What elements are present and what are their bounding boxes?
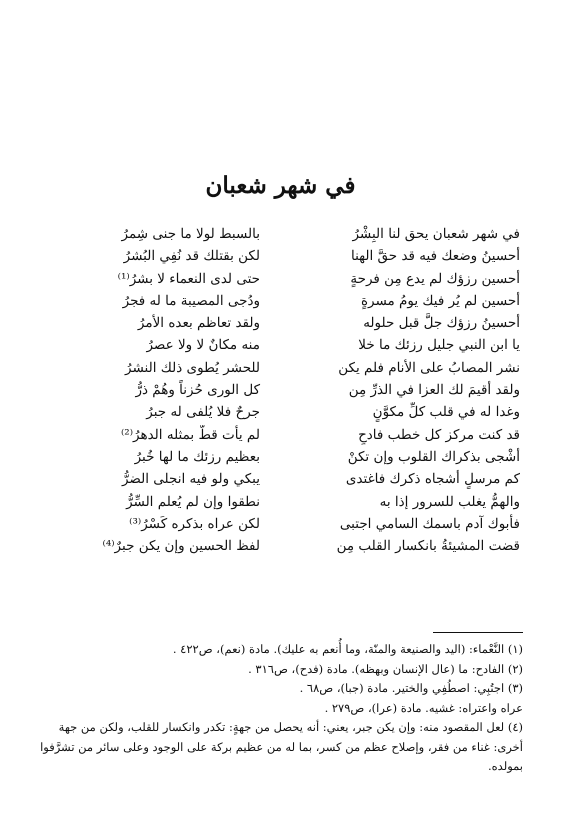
verse-first-hemistich: أشْجى بذكراك القلوب وإن تكنْ [347, 448, 520, 465]
verse-first-hemistich: يا ابن النبي جليل رزئك ما خلا [358, 337, 520, 354]
verse-second-hemistich: لكن بقتلك قد نُفِي البُشرُ [123, 248, 260, 265]
verse-second-hemistich: لفظ الحسين وإن يكن جبرٌ⁽⁴⁾ [102, 538, 260, 555]
verse-first-hemistich: أحسين لم يُر فيك يومُ مسرةٍ [360, 292, 520, 309]
verse-first-hemistich: أحسينُ رزؤك جلَّ قبل حلوله [363, 315, 520, 332]
footnote-divider [433, 632, 523, 633]
verse-first-hemistich: نشر المصابُ على الأنام فلم يكن [338, 359, 520, 376]
verse-first-hemistich: والهمُّ يغلب للسرور إذا به [379, 493, 520, 510]
verse [44, 536, 520, 556]
verse-first-hemistich: فأبوك آدم باسمك السامي اجتبى [339, 515, 520, 532]
verse [44, 335, 520, 355]
verse-first-hemistich: في شهر شعبان يحق لنا البِشْرُ [352, 226, 520, 242]
verse-second-hemistich: ولقد تعاظم بعده الأمرُ [137, 315, 260, 332]
footnotes [37, 640, 523, 777]
verse [44, 514, 520, 534]
verse-second-hemistich: ودُجى المصيبة ما له فجرُ [122, 292, 260, 309]
verse [44, 246, 520, 266]
verse-second-hemistich: حتى لدى النعماء لا بشرُ⁽¹⁾ [117, 270, 260, 287]
verse-second-hemistich: منه مكانٌ لا ولا عصرُ [146, 337, 260, 354]
verse [44, 469, 520, 489]
poem [44, 224, 520, 614]
verse-second-hemistich: نطقوا وإن لم يُعلم السِّرُّ [126, 493, 260, 510]
verse-first-hemistich: قد كنت مركز كل خطب فادحٍ [358, 426, 520, 443]
verse [44, 425, 520, 445]
verse [44, 380, 520, 400]
footnote: (٤) لعل المقصود منه: وإن يكن جبر، يعني: أنه يحصل من جهةٍ: تكدر وانكسار للقلب، ولكن من جهة أخرى: غناء من فقر، وإصلاح عظم من كسر، بما له من عظيم بركة على الوجود وعلى سائر من تشرَّفوا بمولده. [40, 720, 523, 773]
footnote: (١) النَّعْماء: (اليد والصنيعة والمنّة، وما أُنعم به عليك). مادة (نعم)، ص٤٢٢ . [172, 642, 523, 656]
verse-second-hemistich: لكن عراه بذكره كَسْرُ⁽³⁾ [129, 515, 260, 532]
verse-second-hemistich: جرحٌ فلا يُلفى له جبرُ [146, 404, 260, 421]
verse [44, 313, 520, 333]
verse-second-hemistich: للحشر يُطوى ذلك النشرُ [125, 359, 260, 376]
verse-first-hemistich: أحسينُ وضعك فيه قد حقَّ الهنا [350, 248, 520, 265]
verse-second-hemistich: يبكي ولو فيه انجلى الضرُّ [121, 471, 260, 488]
verse [44, 402, 520, 422]
page-title: في شهر شعبان [205, 172, 356, 199]
verse-first-hemistich: كم مرسلٍ أشجاه ذكرك فاغتدى [345, 471, 520, 488]
verse-second-hemistich: لم يأت قطُّ بمثله الدهرُ⁽²⁾ [120, 426, 260, 443]
footnote: (٣) اجتُبِي: اصطُفِي والختير. مادة (جبا)، ص٦٨ . [299, 681, 523, 695]
verse-second-hemistich: كل الورى حُزناً وهُمْ ذرُّ [135, 382, 260, 399]
verse-second-hemistich: بعظيم رزئك ما لها خُبرُ [134, 448, 260, 465]
footnote: عراه واعتراه: غشيه. مادة (عرا)، ص٢٧٩ . [324, 700, 523, 715]
verse [44, 358, 520, 378]
verse [44, 492, 520, 512]
verse-first-hemistich: قضت المشيئةُ بانكسار القلب مِن [336, 538, 520, 555]
verse-second-hemistich: بالسبط لولا ما جنى شِمرُ [121, 226, 260, 242]
verse [44, 447, 520, 467]
verse [44, 291, 520, 311]
verse-first-hemistich: وغدا له في قلب كلِّ مكوَّنٍ [372, 404, 520, 421]
verse [44, 269, 520, 289]
verse-first-hemistich: ولقد أقيمَ لك العزا في الذرِّ مِن [348, 382, 520, 399]
footnote: (٢) الفادح: ما (عال الإنسان وبهظه). مادة (فدح)، ص٣١٦ . [248, 661, 523, 676]
verse [44, 224, 520, 244]
verse-first-hemistich: أحسين رزؤك لم يدع مِن فرحةٍ [350, 270, 520, 287]
